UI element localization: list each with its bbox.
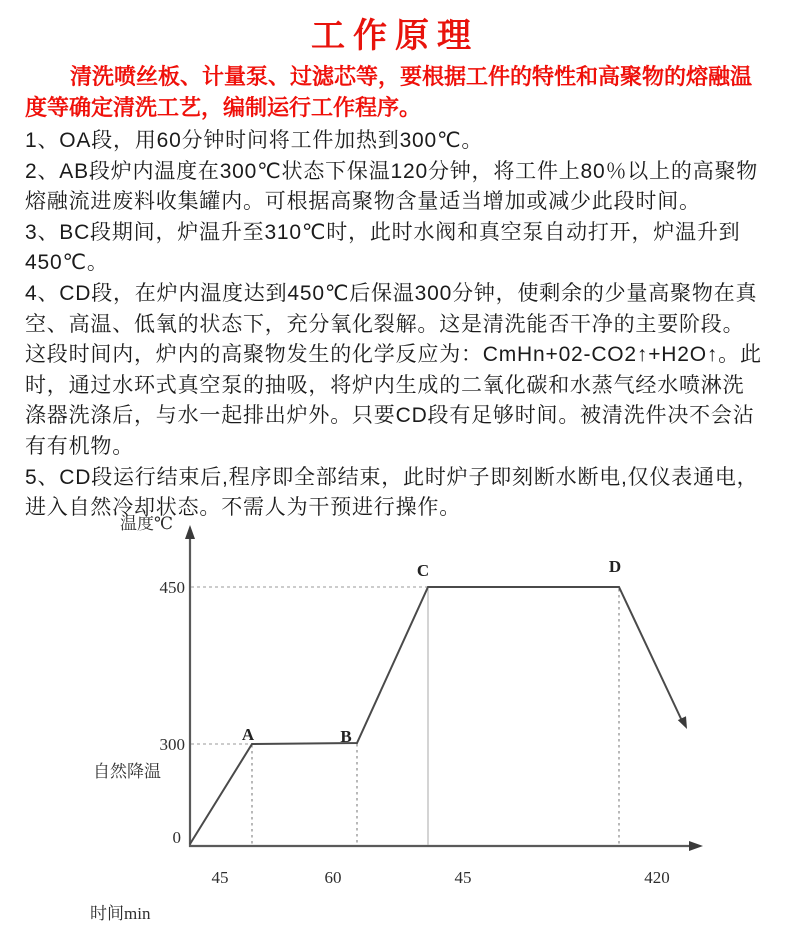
text-line: 这段时间内，炉内的高聚物发生的化学反应为：CmHn+02-CO2↑+H2O↑。此	[25, 343, 762, 367]
point-label-d: D	[608, 556, 622, 576]
body-paragraphs	[0, 126, 790, 524]
text-line: 450℃。	[25, 251, 109, 275]
text-line: 熔融流进废料收集罐内。可根据高聚物含量适当增加或减少此段时间。	[25, 190, 701, 214]
x-label-45a: 45	[211, 867, 229, 887]
text-line: 进入自然冷却状态。不需人为干预进行操作。	[25, 496, 461, 520]
text-line: 空、高温、低氧的状态下，充分氧化裂解。这是清洗能否干净的主要阶段。	[25, 312, 745, 336]
chart-canvas	[85, 514, 790, 929]
text-line: 涤器洗涤后，与水一起排出炉外。只要CD段有足够时间。被清洗件决不会沾	[25, 404, 755, 428]
temperature-time-chart	[85, 514, 790, 934]
intro-paragraph	[0, 59, 790, 123]
text-line: 3、BC段期间，炉温升至310℃时，此时水阀和真空泵自动打开，炉温升到	[25, 220, 741, 244]
point-label-a: A	[241, 724, 255, 744]
y-axis-arrow-icon	[185, 525, 195, 539]
y-tick-0: 0	[172, 827, 181, 847]
x-axis-title: 时间min	[90, 903, 151, 923]
text-line: 5、CD段运行结束后,程序即全部结束，此时炉子即刻断水断电,仅仪表通电，	[25, 465, 759, 489]
point-label-c: C	[416, 560, 430, 580]
y-tick-300: 300	[159, 734, 185, 754]
document-page	[0, 8, 790, 934]
text-line: 清洗喷丝板、计量泵、过滤芯等，要根据工件的特性和高聚物的熔融温	[70, 64, 753, 89]
text-line: 1、OA段，用60分钟时问将工件加热到300℃。	[25, 129, 484, 152]
temperature-curve	[190, 587, 683, 844]
y-tick-450: 450	[159, 577, 185, 597]
y-axis-title: 温度℃	[120, 513, 174, 533]
page-title: 工作原理	[311, 17, 479, 55]
text-line: 度等确定清洗工艺，编制运行工作程序。	[25, 95, 422, 120]
x-label-60: 60	[324, 867, 342, 887]
text-line: 有有机物。	[25, 434, 134, 458]
text-line: 时，通过水环式真空泵的抽吸，将炉内生成的二氧化碳和水蒸气经水喷淋洗	[25, 373, 745, 397]
text-line: 4、CD段，在炉内温度达到450℃后保温300分钟，使剩余的少量高聚物在真	[25, 281, 758, 305]
text-line: 2、AB段炉内温度在300℃状态下保温120分钟，将工件上80％以上的高聚物	[25, 159, 759, 183]
point-label-b: B	[340, 726, 352, 746]
cooling-annotation: 自然降温	[93, 761, 161, 781]
x-axis-arrow-icon	[689, 841, 703, 851]
cooling-arrow-icon	[678, 716, 687, 729]
x-label-45b: 45	[454, 867, 472, 887]
x-label-420: 420	[644, 867, 670, 887]
